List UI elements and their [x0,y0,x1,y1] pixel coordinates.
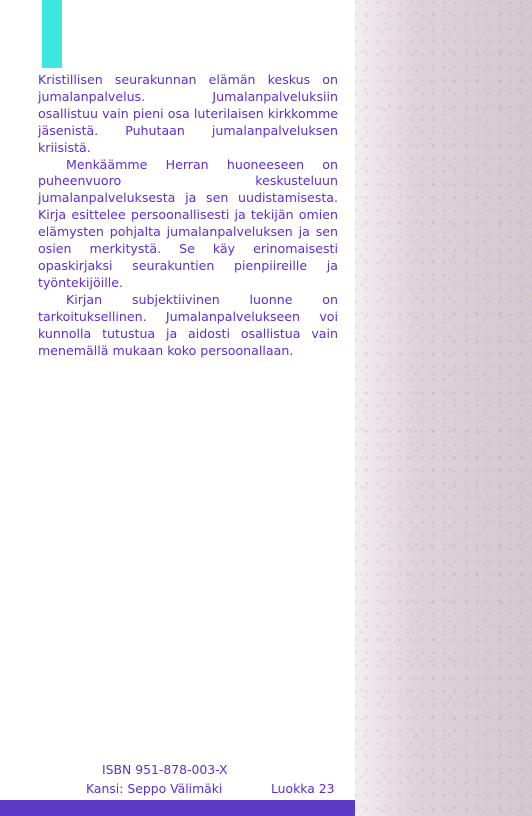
blurb-paragraph-1: Kristillisen seurakunnan elämän keskus on jumalanpalvelus. Jumalanpalveluksiin osallistuu vain pieni osa luterilaisen kirkkomme jäsenistä. Puhutaan jumalanpalveluksen kriisistä. [38,72,338,155]
blurb-paragraph-2: Menkäämme Herran huoneeseen on puheenvuoro keskusteluun jumalanpalveluksesta ja sen uudistamisesta. Kirja esittelee persoonallisesti ja tekijän omien elämysten pohjalta jumalanpalveluksen ja sen osien merkitystä. Se käy erinomaisesti opaskirjaksi seurakuntien pienpiireille ja työntekijöille. [38,156,338,290]
back-cover-blurb [38,72,338,359]
blurb-paragraph-3: Kirjan subjektiivinen luonne on tarkoituksellinen. Jumalanpalvelukseen voi kunnolla tutustua ja aidosti osallistua vain menemällä mukaan koko persoonallaan. [38,291,338,358]
texture-pattern [355,0,532,816]
cover-credit: Kansi: Seppo Välimäki [86,781,223,796]
decorative-side-strip [355,0,532,816]
isbn: ISBN 951-878-003-X [102,762,228,777]
bottom-color-bar [0,800,355,816]
accent-bar [42,0,62,68]
class-number: Luokka 23 [271,781,335,796]
